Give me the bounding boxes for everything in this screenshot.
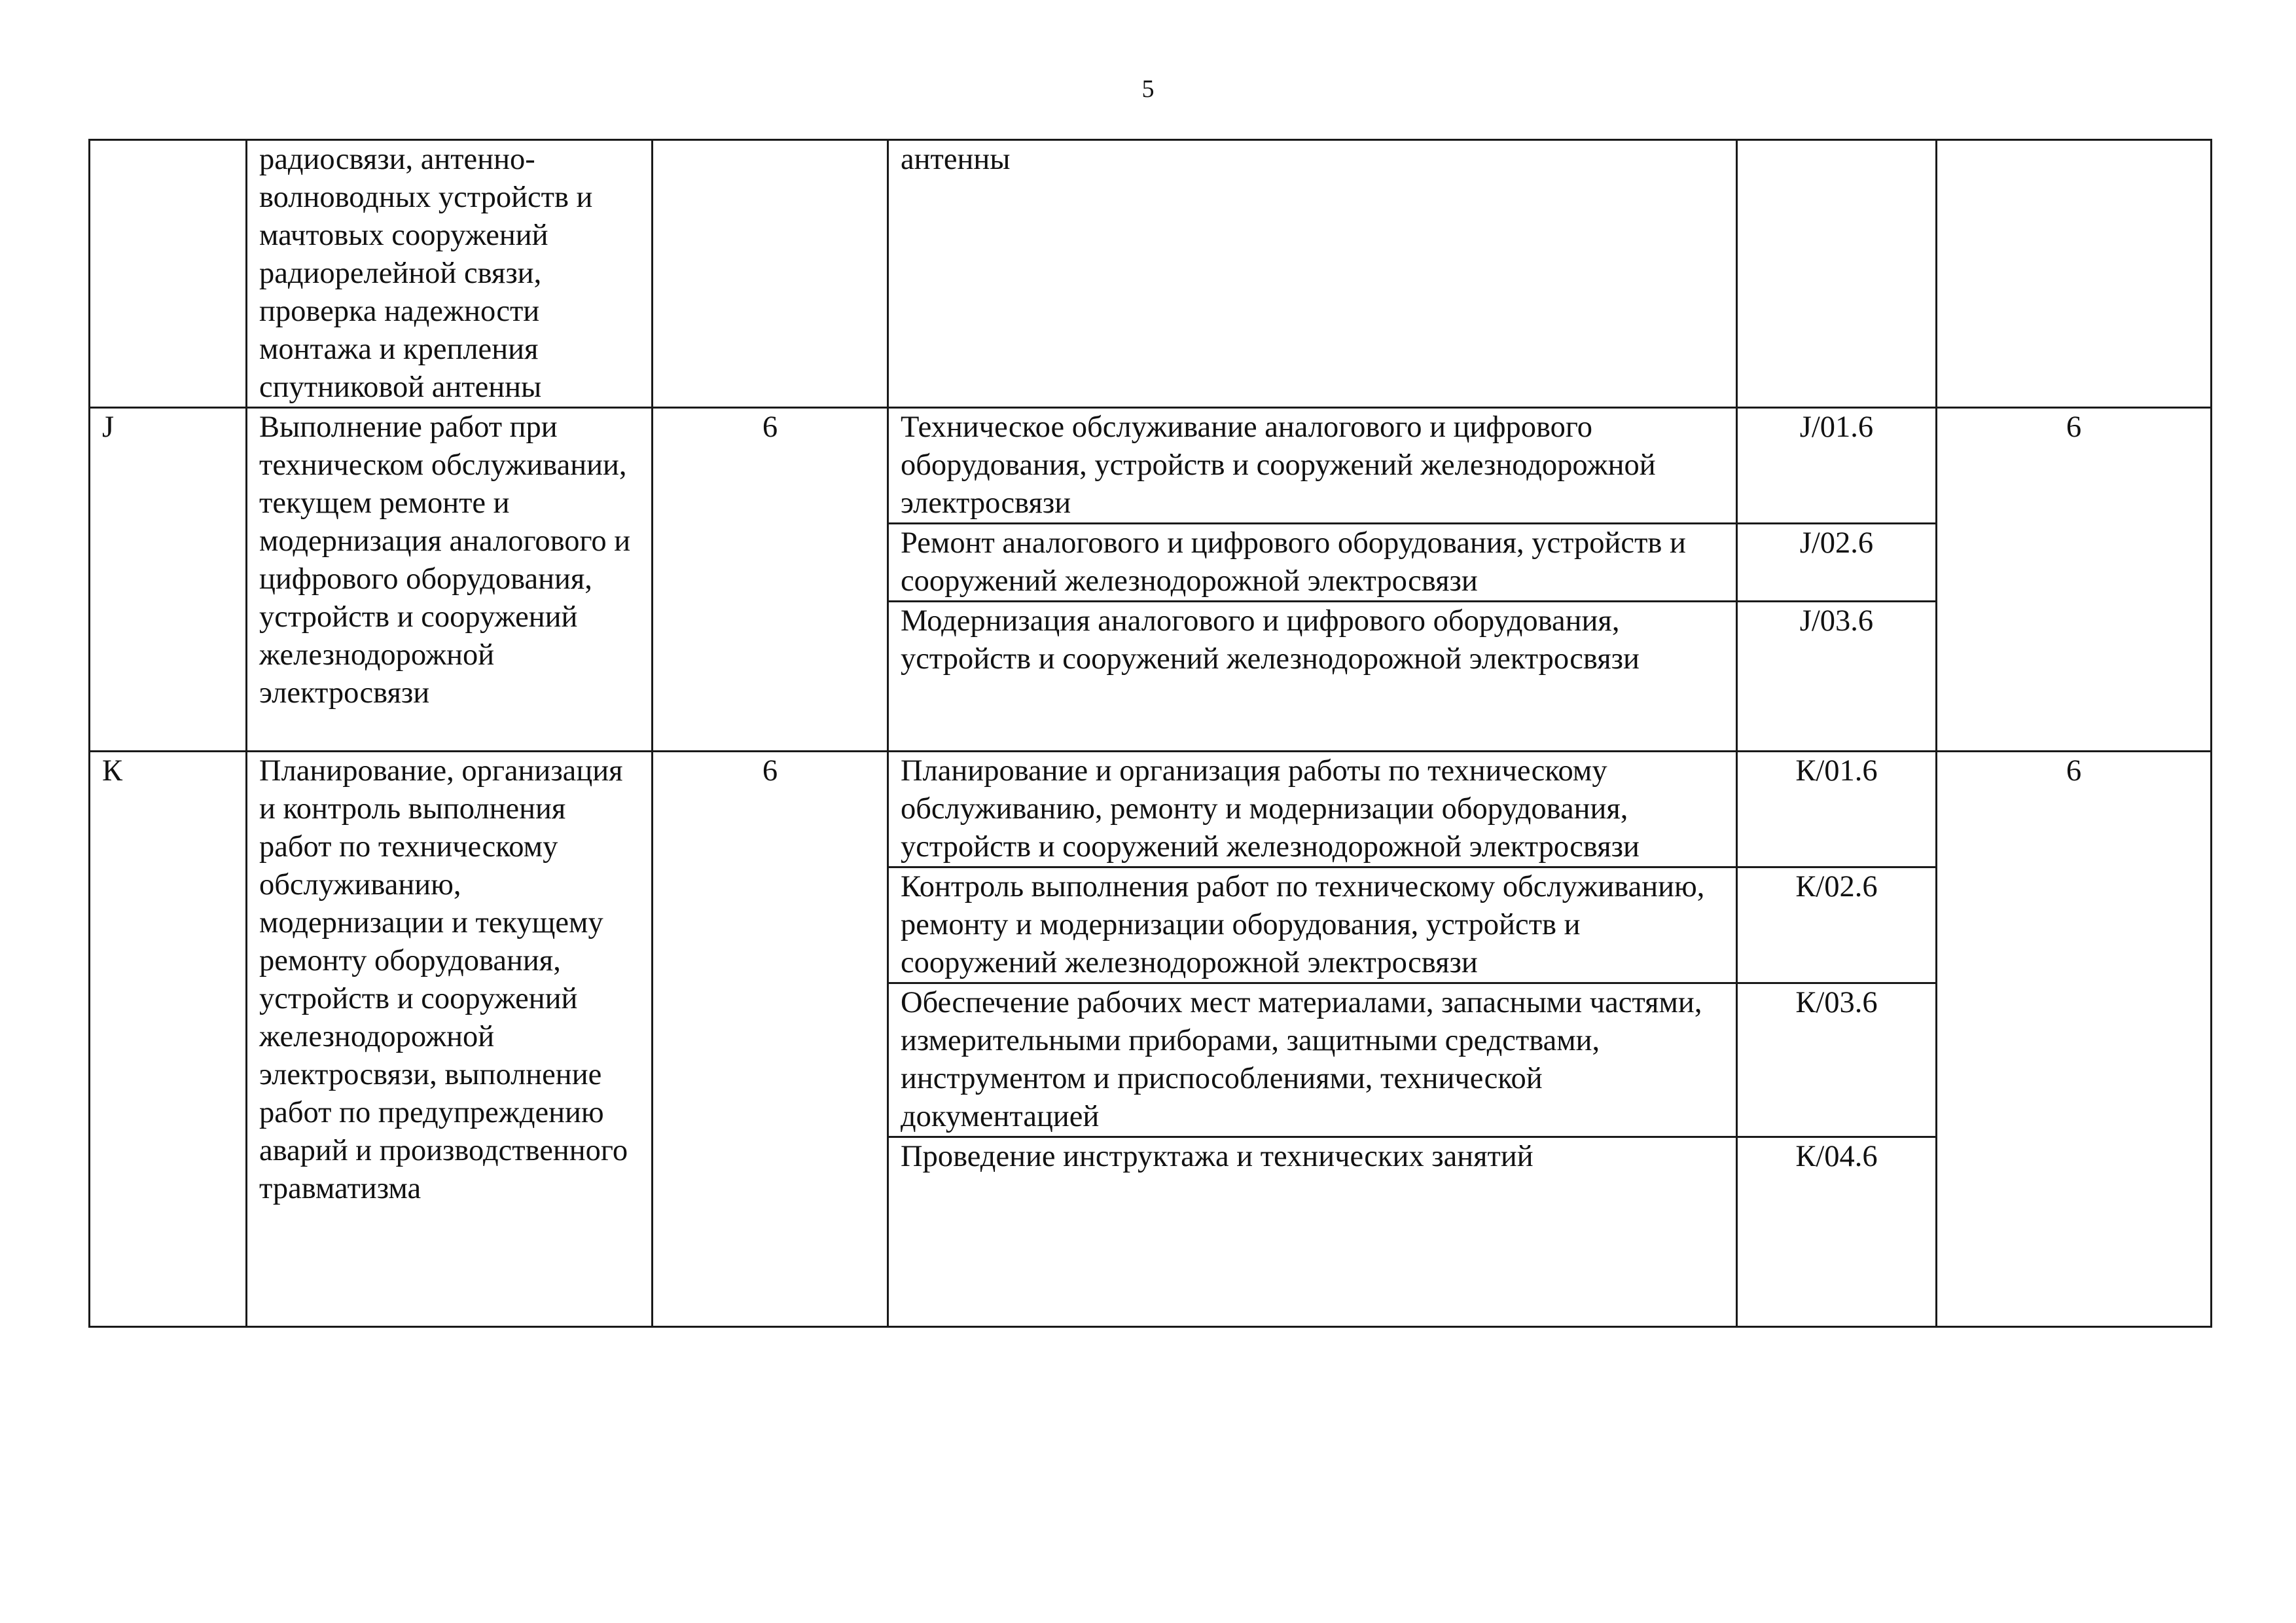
general-function-level-cell: 6 [653, 752, 888, 1327]
labor-function-code-cell: J/02.6 [1737, 524, 1937, 602]
general-function-level-cell: 6 [653, 408, 888, 752]
general-function-name-cell: Выполнение работ при техническом обслуживании, текущем ремонте и модернизация аналогового и цифрового оборудования, устройств и сооружений железнодорожной электросвязи [247, 408, 653, 752]
labor-function-name-cell: Проведение инструктажа и технических занятий [888, 1137, 1737, 1327]
labor-function-name-cell: Планирование и организация работы по техническому обслуживанию, ремонту и модернизации оборудования, устройств и сооружений железнодорожной электросвязи [888, 752, 1737, 867]
labor-function-code-cell: К/01.6 [1737, 752, 1937, 867]
general-function-code-cell [90, 140, 247, 408]
table-row [90, 408, 2212, 524]
labor-function-name-cell: антенны [888, 140, 1737, 408]
general-function-name-cell: радиосвязи, антенно-волноводных устройств и мачтовых сооружений радиорелейной связи, проверка надежности монтажа и крепления спутниковой антенны [247, 140, 653, 408]
labor-function-name-cell: Модернизация аналогового и цифрового оборудования, устройств и сооружений железнодорожной электросвязи [888, 602, 1737, 752]
labor-function-name-cell: Обеспечение рабочих мест материалами, запасными частями, измерительными приборами, защитными средствами, инструментом и приспособлениями, технической документацией [888, 983, 1737, 1137]
labor-function-level-cell: 6 [1937, 752, 2212, 1327]
labor-function-name-cell: Техническое обслуживание аналогового и цифрового оборудования, устройств и сооружений железнодорожной электросвязи [888, 408, 1737, 524]
labor-function-code-cell: J/03.6 [1737, 602, 1937, 752]
labor-function-name-cell: Ремонт аналогового и цифрового оборудования, устройств и сооружений железнодорожной электросвязи [888, 524, 1737, 602]
table-row [90, 752, 2212, 867]
general-function-level-cell [653, 140, 888, 408]
page-number: 5 [1141, 75, 1155, 103]
labor-function-code-cell: К/04.6 [1737, 1137, 1937, 1327]
table-row-continuation [90, 140, 2212, 408]
labor-function-level-cell [1937, 140, 2212, 408]
labor-functions-table [88, 139, 2212, 1328]
labor-function-level-cell: 6 [1937, 408, 2212, 752]
labor-function-code-cell: J/01.6 [1737, 408, 1937, 524]
general-function-code-cell: К [90, 752, 247, 1327]
general-function-name-cell: Планирование, организация и контроль выполнения работ по техническому обслуживанию, модернизации и текущему ремонту оборудования, устройств и сооружений железнодорожной электросвязи, выполнение работ по предупреждению аварий и производственного травматизма [247, 752, 653, 1327]
labor-function-code-cell: К/02.6 [1737, 867, 1937, 983]
labor-function-code-cell [1737, 140, 1937, 408]
labor-function-name-cell: Контроль выполнения работ по техническому обслуживанию, ремонту и модернизации оборудования, устройств и сооружений железнодорожной электросвязи [888, 867, 1737, 983]
general-function-code-cell: J [90, 408, 247, 752]
labor-function-code-cell: К/03.6 [1737, 983, 1937, 1137]
